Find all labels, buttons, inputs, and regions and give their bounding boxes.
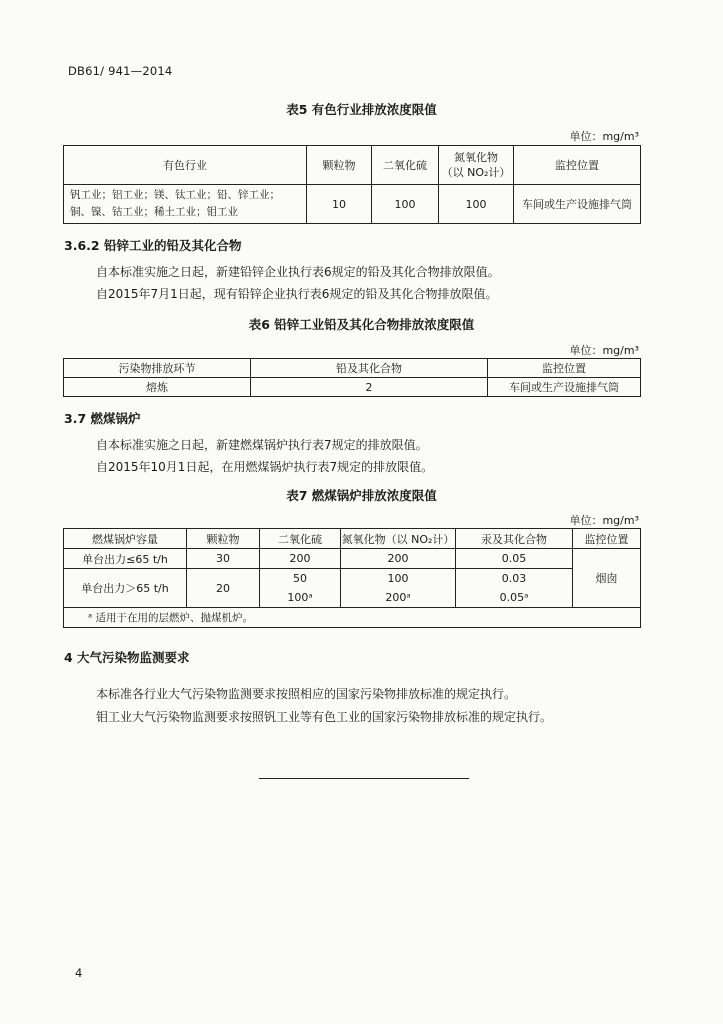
table5-unit: 单位：mg/m³ xyxy=(569,130,639,143)
table7-header-nox: 氮氧化物（以 NO₂计） xyxy=(341,529,456,549)
table7-mercury-small: 0.05 xyxy=(456,549,573,569)
table7-header-so2: 二氧化硫 xyxy=(260,529,341,549)
section-4-para2: 钼工业大气污染物监测要求按照钒工业等有色工业的国家污染物排放标准的规定执行。 xyxy=(96,710,553,724)
table6-header-stage: 污染物排放环节 xyxy=(64,359,251,378)
table7-caption: 表7 燃煤锅炉排放浓度限值 xyxy=(286,488,437,503)
table7-header-location: 监控位置 xyxy=(573,529,641,549)
table5-row xyxy=(64,185,641,224)
table7-nox-large-existing: 200ᵃ xyxy=(341,588,456,608)
table5-so2-value: 100 xyxy=(372,185,439,224)
section-3-7-para2: 自2015年10月1日起，在用燃煤锅炉执行表7规定的排放限值。 xyxy=(96,460,434,474)
document-code: DB61/ 941—2014 xyxy=(68,64,173,78)
table5 xyxy=(63,145,641,224)
table7-capacity-small: 单台出力≤65 t/h xyxy=(64,549,187,569)
table6-stage-value: 熔炼 xyxy=(64,378,251,397)
end-rule xyxy=(259,778,469,779)
section-3-7-para1: 自本标准实施之日起，新建燃煤锅炉执行表7规定的排放限值。 xyxy=(96,438,428,452)
table7-so2-large-existing: 100ᵃ xyxy=(260,588,341,608)
table7-so2-small: 200 xyxy=(260,549,341,569)
table5-header-industry: 有色行业 xyxy=(64,146,307,185)
table7-header-pm: 颗粒物 xyxy=(187,529,260,549)
table7-note-row xyxy=(64,608,641,628)
section-3-7-heading: 3.7 燃煤锅炉 xyxy=(64,411,141,426)
table6-header-lead: 铅及其化合物 xyxy=(251,359,488,378)
table5-header-row xyxy=(64,146,641,185)
section-3-6-2-para2: 自2015年7月1日起，现有铅锌企业执行表6规定的铅及其化合物排放限值。 xyxy=(96,287,498,301)
table7-pm-large: 20 xyxy=(187,569,260,608)
table7-nox-large-new: 100 xyxy=(341,569,456,589)
table7-header-mercury: 汞及其化合物 xyxy=(456,529,573,549)
table7-mercury-large-existing: 0.05ᵃ xyxy=(456,588,573,608)
table6-unit: 单位：mg/m³ xyxy=(569,344,639,357)
section-4-para1: 本标准各行业大气污染物监测要求按照相应的国家污染物排放标准的规定执行。 xyxy=(96,687,517,701)
table7-so2-large-new: 50 xyxy=(260,569,341,589)
table7-header-capacity: 燃煤锅炉容量 xyxy=(64,529,187,549)
table7-capacity-large: 单台出力＞65 t/h xyxy=(64,569,187,608)
table5-industry-line2: 铜、镍、钴工业；稀土工业；钼工业 xyxy=(70,206,238,218)
table7-footnote: ᵃ 适用于在用的层燃炉、抛煤机炉。 xyxy=(64,608,641,628)
table7 xyxy=(63,528,641,628)
table7-mercury-large-new: 0.03 xyxy=(456,569,573,589)
page-number: 4 xyxy=(75,966,83,980)
table7-unit: 单位：mg/m³ xyxy=(569,514,639,527)
table5-header-nox xyxy=(439,146,514,185)
table6-caption: 表6 铅锌工业铅及其化合物排放浓度限值 xyxy=(248,317,475,332)
table5-header-nox-line1: 氮氧化物 xyxy=(454,151,498,164)
table7-row-small xyxy=(64,549,641,569)
table6-location-value: 车间或生产设施排气筒 xyxy=(488,378,641,397)
table5-header-pm: 颗粒物 xyxy=(307,146,372,185)
table5-header-location: 监控位置 xyxy=(514,146,641,185)
table5-header-so2: 二氧化硫 xyxy=(372,146,439,185)
table7-header-row xyxy=(64,529,641,549)
table6 xyxy=(63,358,641,397)
table7-row-large-a xyxy=(64,569,641,589)
section-3-6-2-heading: 3.6.2 铅锌工业的铅及其化合物 xyxy=(64,238,242,253)
table5-pm-value: 10 xyxy=(307,185,372,224)
section-4-heading: 4 大气污染物监测要求 xyxy=(64,650,190,665)
table6-header-location: 监控位置 xyxy=(488,359,641,378)
table5-industry-cell xyxy=(64,185,307,224)
table7-location-value: 烟囱 xyxy=(573,549,641,608)
table7-nox-small: 200 xyxy=(341,549,456,569)
table5-location-value: 车间或生产设施排气筒 xyxy=(514,185,641,224)
table6-lead-value: 2 xyxy=(251,378,488,397)
table5-caption: 表5 有色行业排放浓度限值 xyxy=(286,102,437,117)
table7-pm-small: 30 xyxy=(187,549,260,569)
table5-nox-value: 100 xyxy=(439,185,514,224)
table6-row xyxy=(64,378,641,397)
table6-header-row xyxy=(64,359,641,378)
table5-header-nox-line2: （以 NO₂计） xyxy=(441,166,511,179)
section-3-6-2-para1: 自本标准实施之日起，新建铅锌企业执行表6规定的铅及其化合物排放限值。 xyxy=(96,265,500,279)
table5-industry-line1: 钒工业；铝工业；镁、钛工业；铅、锌工业； xyxy=(70,189,280,201)
